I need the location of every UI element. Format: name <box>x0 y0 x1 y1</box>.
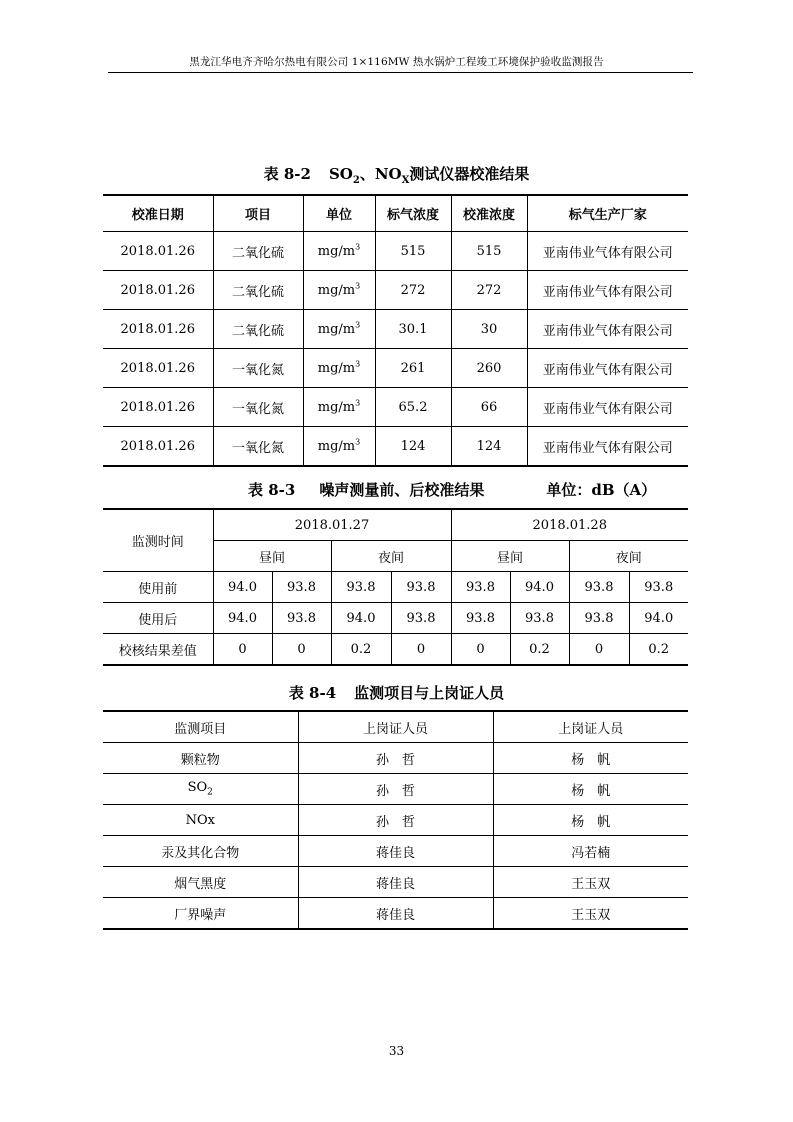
row-label-cell: 使用后 <box>103 603 213 634</box>
std-conc-cell: 261 <box>375 349 451 388</box>
person-cell: 孙 哲 <box>298 743 493 774</box>
maker-cell: 亚南伟业气体有限公司 <box>527 388 688 427</box>
header-cell: 监测项目 <box>103 711 298 743</box>
page-number: 33 <box>388 1044 405 1058</box>
header-cell: 上岗证人员 <box>298 711 493 743</box>
header-cell: 单位 <box>303 195 375 232</box>
std-conc-cell: 272 <box>375 271 451 310</box>
value-cell: 94.0 <box>213 603 272 634</box>
person-cell: 王玉双 <box>493 898 688 930</box>
unit-sup: 3 <box>355 437 361 447</box>
table-8-2-caption <box>0 163 793 186</box>
caption-title: 监测项目与上岗证人员 <box>354 684 505 702</box>
header-cell: 标气生产厂家 <box>527 195 688 232</box>
person-cell: 杨 帆 <box>493 743 688 774</box>
unit-cell <box>303 388 375 427</box>
header-rule <box>108 72 693 73</box>
cal-conc-cell: 124 <box>451 427 527 467</box>
date-cell: 2018.01.26 <box>103 349 213 388</box>
date-cell: 2018.01.28 <box>451 509 688 541</box>
person-cell: 杨 帆 <box>493 774 688 805</box>
table-row <box>103 743 688 774</box>
header-cell: 校准浓度 <box>451 195 527 232</box>
header-cell: 项目 <box>213 195 303 232</box>
table-row <box>103 427 688 467</box>
time-label-cell: 监测时间 <box>103 509 213 572</box>
value-cell: 0.2 <box>629 634 688 666</box>
value-cell: 93.8 <box>510 603 569 634</box>
period-cell: 昼间 <box>451 541 569 572</box>
table-row <box>103 572 688 603</box>
unit-base: mg/m <box>317 399 356 415</box>
value-cell: 93.8 <box>272 572 331 603</box>
table-8-3-caption <box>248 479 698 500</box>
person-cell: 孙 哲 <box>298 805 493 836</box>
header-cell: 标气浓度 <box>375 195 451 232</box>
cal-conc-cell: 66 <box>451 388 527 427</box>
table-row <box>103 349 688 388</box>
value-cell: 0.2 <box>510 634 569 666</box>
table-row <box>103 805 688 836</box>
value-cell: 93.8 <box>451 572 510 603</box>
date-cell: 2018.01.26 <box>103 427 213 467</box>
item-cell: 二氧化硫 <box>213 232 303 271</box>
unit-cell <box>303 427 375 467</box>
item-cell: 烟气黑度 <box>103 867 298 898</box>
period-cell: 夜间 <box>569 541 688 572</box>
value-cell: 93.8 <box>331 572 391 603</box>
caption-number: 表 8-4 <box>288 684 337 702</box>
caption-unit: 单位：dB（A） <box>546 481 657 499</box>
cal-conc-cell: 272 <box>451 271 527 310</box>
table-row <box>103 634 688 666</box>
table-row <box>103 310 688 349</box>
std-conc-cell: 65.2 <box>375 388 451 427</box>
unit-base: mg/m <box>317 243 356 259</box>
value-cell: 94.0 <box>510 572 569 603</box>
unit-base: mg/m <box>317 360 356 376</box>
value-cell: 93.8 <box>629 572 688 603</box>
std-conc-cell: 30.1 <box>375 310 451 349</box>
person-cell: 冯若楠 <box>493 836 688 867</box>
item-cell: 二氧化硫 <box>213 271 303 310</box>
value-cell: 93.8 <box>272 603 331 634</box>
table-row <box>103 232 688 271</box>
item-cell: 一氧化氮 <box>213 427 303 467</box>
unit-cell <box>303 271 375 310</box>
item-cell: 一氧化氮 <box>213 349 303 388</box>
person-cell: 蒋佳良 <box>298 867 493 898</box>
value-cell: 0 <box>213 634 272 666</box>
std-conc-cell: 124 <box>375 427 451 467</box>
unit-base: mg/m <box>317 321 356 337</box>
caption-number: 表 8-3 <box>248 481 296 499</box>
item-text: SO <box>187 780 208 796</box>
date-cell: 2018.01.26 <box>103 310 213 349</box>
std-conc-cell: 515 <box>375 232 451 271</box>
item-cell: 汞及其化合物 <box>103 836 298 867</box>
personnel-table-8-4 <box>103 710 688 930</box>
maker-cell: 亚南伟业气体有限公司 <box>527 271 688 310</box>
date-cell: 2018.01.26 <box>103 271 213 310</box>
person-cell: 王玉双 <box>493 867 688 898</box>
maker-cell: 亚南伟业气体有限公司 <box>527 427 688 467</box>
person-cell: 蒋佳良 <box>298 898 493 930</box>
item-sub: 2 <box>207 787 213 798</box>
item-cell <box>103 774 298 805</box>
value-cell: 0 <box>451 634 510 666</box>
table-row <box>103 867 688 898</box>
unit-cell <box>303 232 375 271</box>
table-row <box>103 388 688 427</box>
caption-nox-sub: X <box>401 175 410 186</box>
person-cell: 孙 哲 <box>298 774 493 805</box>
unit-sup: 3 <box>355 398 361 408</box>
value-cell: 93.8 <box>569 603 629 634</box>
person-cell: 蒋佳良 <box>298 836 493 867</box>
cal-conc-cell: 515 <box>451 232 527 271</box>
period-cell: 夜间 <box>331 541 451 572</box>
item-cell: 颗粒物 <box>103 743 298 774</box>
caption-sep: 、NO <box>359 165 402 183</box>
period-cell: 昼间 <box>213 541 331 572</box>
caption-so2-sub: 2 <box>352 175 360 186</box>
unit-sup: 3 <box>355 320 361 330</box>
value-cell: 93.8 <box>451 603 510 634</box>
caption-title: 测试仪器校准结果 <box>409 165 530 183</box>
unit-sup: 3 <box>355 359 361 369</box>
caption-number: 表 8-2 <box>263 165 311 183</box>
table-row <box>103 836 688 867</box>
value-cell: 94.0 <box>213 572 272 603</box>
value-cell: 93.8 <box>569 572 629 603</box>
table-header-row <box>103 711 688 743</box>
cal-conc-cell: 260 <box>451 349 527 388</box>
unit-base: mg/m <box>317 438 356 454</box>
table-row <box>103 603 688 634</box>
row-label-cell: 使用前 <box>103 572 213 603</box>
item-cell: 厂界噪声 <box>103 898 298 930</box>
table-header-row <box>103 195 688 232</box>
calibration-table-8-2 <box>103 194 688 467</box>
date-cell: 2018.01.26 <box>103 388 213 427</box>
unit-sup: 3 <box>355 242 361 252</box>
value-cell: 0 <box>569 634 629 666</box>
date-cell: 2018.01.26 <box>103 232 213 271</box>
item-cell: NOx <box>103 805 298 836</box>
table-8-4-caption <box>0 682 793 703</box>
value-cell: 0.2 <box>331 634 391 666</box>
unit-cell <box>303 310 375 349</box>
unit-cell <box>303 349 375 388</box>
maker-cell: 亚南伟业气体有限公司 <box>527 349 688 388</box>
caption-title: 噪声测量前、后校准结果 <box>319 481 485 499</box>
item-cell: 二氧化硫 <box>213 310 303 349</box>
value-cell: 93.8 <box>391 572 451 603</box>
item-cell: 一氧化氮 <box>213 388 303 427</box>
date-cell: 2018.01.27 <box>213 509 451 541</box>
noise-calibration-table-8-3 <box>103 508 688 666</box>
person-cell: 杨 帆 <box>493 805 688 836</box>
value-cell: 0 <box>391 634 451 666</box>
row-label-cell: 校核结果差值 <box>103 634 213 666</box>
unit-base: mg/m <box>317 282 356 298</box>
value-cell: 93.8 <box>391 603 451 634</box>
table-row <box>103 898 688 930</box>
unit-sup: 3 <box>355 281 361 291</box>
header-cell: 上岗证人员 <box>493 711 688 743</box>
report-header: 黑龙江华电齐齐哈尔热电有限公司 1×116MW 热水锅炉工程竣工环境保护验收监测报告 <box>189 56 604 68</box>
caption-so2: SO <box>328 165 353 183</box>
table-row <box>103 271 688 310</box>
header-cell: 校准日期 <box>103 195 213 232</box>
cal-conc-cell: 30 <box>451 310 527 349</box>
maker-cell: 亚南伟业气体有限公司 <box>527 310 688 349</box>
date-header-row <box>103 509 688 541</box>
value-cell: 94.0 <box>629 603 688 634</box>
value-cell: 94.0 <box>331 603 391 634</box>
maker-cell: 亚南伟业气体有限公司 <box>527 232 688 271</box>
value-cell: 0 <box>272 634 331 666</box>
table-row <box>103 774 688 805</box>
